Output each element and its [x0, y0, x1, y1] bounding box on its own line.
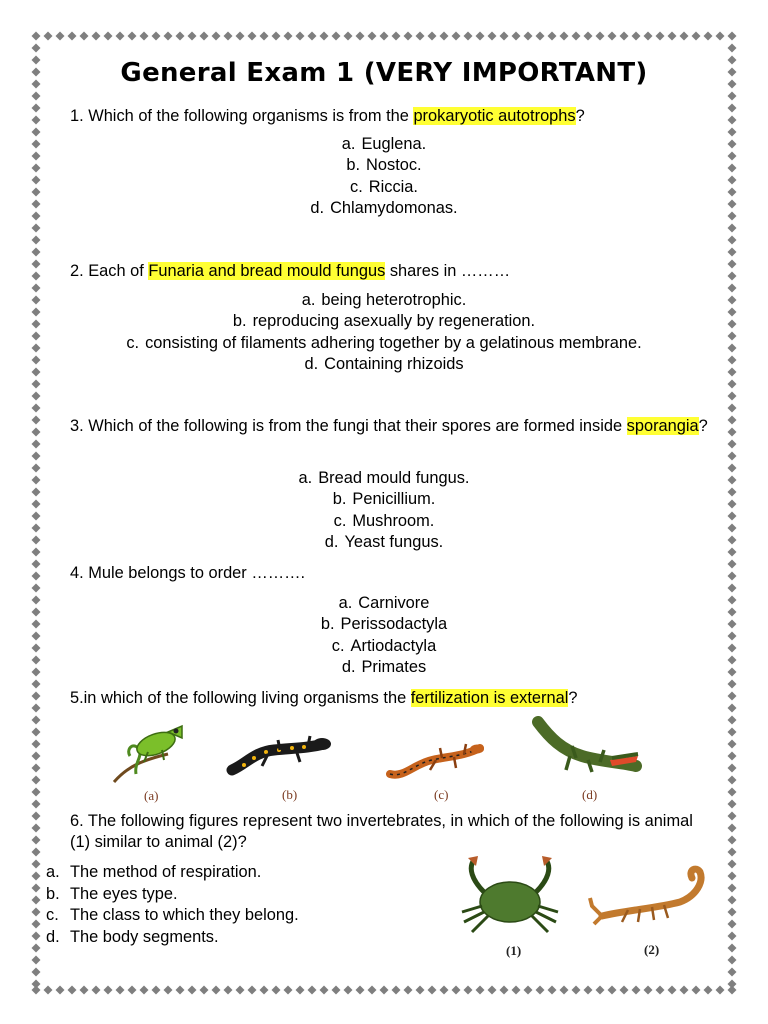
figure-b-label: (b)	[282, 787, 298, 802]
option-4b[interactable]: b. Perissodactyla	[320, 615, 448, 634]
option-4a[interactable]: a. Carnivore	[338, 594, 430, 612]
question-1-end: ?	[575, 107, 585, 125]
figure-d-label: (d)	[582, 787, 598, 802]
crocodile-icon[interactable]	[532, 716, 642, 786]
page-title: General Exam 1 (VERY IMPORTANT)	[120, 58, 648, 88]
question-5-highlight: fertilization is external	[410, 689, 569, 707]
question-2-highlight: Funaria and bread mould fungus	[148, 262, 386, 280]
figure-2-label: (2)	[644, 942, 660, 957]
question-2-end: shares in ………	[385, 262, 511, 280]
salamander-icon[interactable]	[224, 726, 332, 780]
question-1	[70, 106, 710, 127]
question-1-options	[0, 134, 768, 219]
figure-1-label: (1)	[506, 943, 522, 958]
option-2a[interactable]: a. being heterotrophic.	[301, 291, 467, 309]
option-2b[interactable]: b. reproducing asexually by regeneration.	[232, 312, 536, 331]
question-2	[70, 261, 710, 282]
chameleon-icon[interactable]	[108, 716, 198, 788]
option-1c[interactable]: c. Riccia.	[350, 177, 418, 196]
question-4-options	[0, 593, 768, 678]
question-3-text: 3. Which of the following is from the fungi that their spores are formed inside	[70, 417, 627, 435]
option-4d[interactable]: d. Primates	[341, 657, 427, 676]
scorpion-icon[interactable]	[588, 864, 720, 930]
question-6-options	[46, 862, 299, 948]
figure-a-label: (a)	[144, 788, 159, 803]
question-1-text: 1. Which of the following organisms is from the	[70, 107, 414, 125]
question-2-options	[0, 290, 768, 375]
figure-c-label: (c)	[434, 787, 449, 802]
question-3-end: ?	[698, 417, 708, 435]
option-1d[interactable]: d. Chlamydomonas.	[310, 198, 458, 217]
option-6d[interactable]: d. The body segments.	[46, 927, 219, 946]
option-6b[interactable]: b. The eyes type.	[46, 884, 178, 903]
question-5-text: 5.in which of the following living organisms the	[70, 689, 411, 707]
question-6: 6. The following figures represent two invertebrates, in which of the following is animal (1) similar to animal (2)?	[70, 812, 693, 851]
option-4c[interactable]: c. Artiodactyla	[331, 636, 437, 655]
question-3	[70, 416, 710, 437]
option-6a[interactable]: a. The method of respiration.	[46, 863, 262, 881]
option-1b[interactable]: b. Nostoc.	[346, 156, 422, 175]
option-3c[interactable]: c. Mushroom.	[333, 511, 435, 530]
crab-icon[interactable]	[454, 852, 566, 938]
option-1a[interactable]: a. Euglena.	[341, 135, 427, 153]
question-5	[70, 688, 710, 709]
option-3d[interactable]: d. Yeast fungus.	[324, 532, 444, 551]
question-3-highlight: sporangia	[626, 417, 699, 435]
option-3b[interactable]: b. Penicillium.	[332, 490, 436, 509]
question-4: 4. Mule belongs to order ……….	[70, 564, 306, 582]
option-2c[interactable]: c. consisting of filaments adhering together by a gelatinous membrane.	[126, 333, 642, 352]
question-5-end: ?	[568, 689, 578, 707]
question-2-text: 2. Each of	[70, 262, 149, 280]
lizard-icon[interactable]	[384, 734, 484, 784]
question-3-options	[0, 468, 768, 553]
question-1-highlight: prokaryotic autotrophs	[413, 107, 576, 125]
option-3a[interactable]: a. Bread mould fungus.	[298, 469, 470, 487]
option-2d[interactable]: d. Containing rhizoids	[304, 354, 464, 373]
option-6c[interactable]: c. The class to which they belong.	[46, 906, 299, 924]
